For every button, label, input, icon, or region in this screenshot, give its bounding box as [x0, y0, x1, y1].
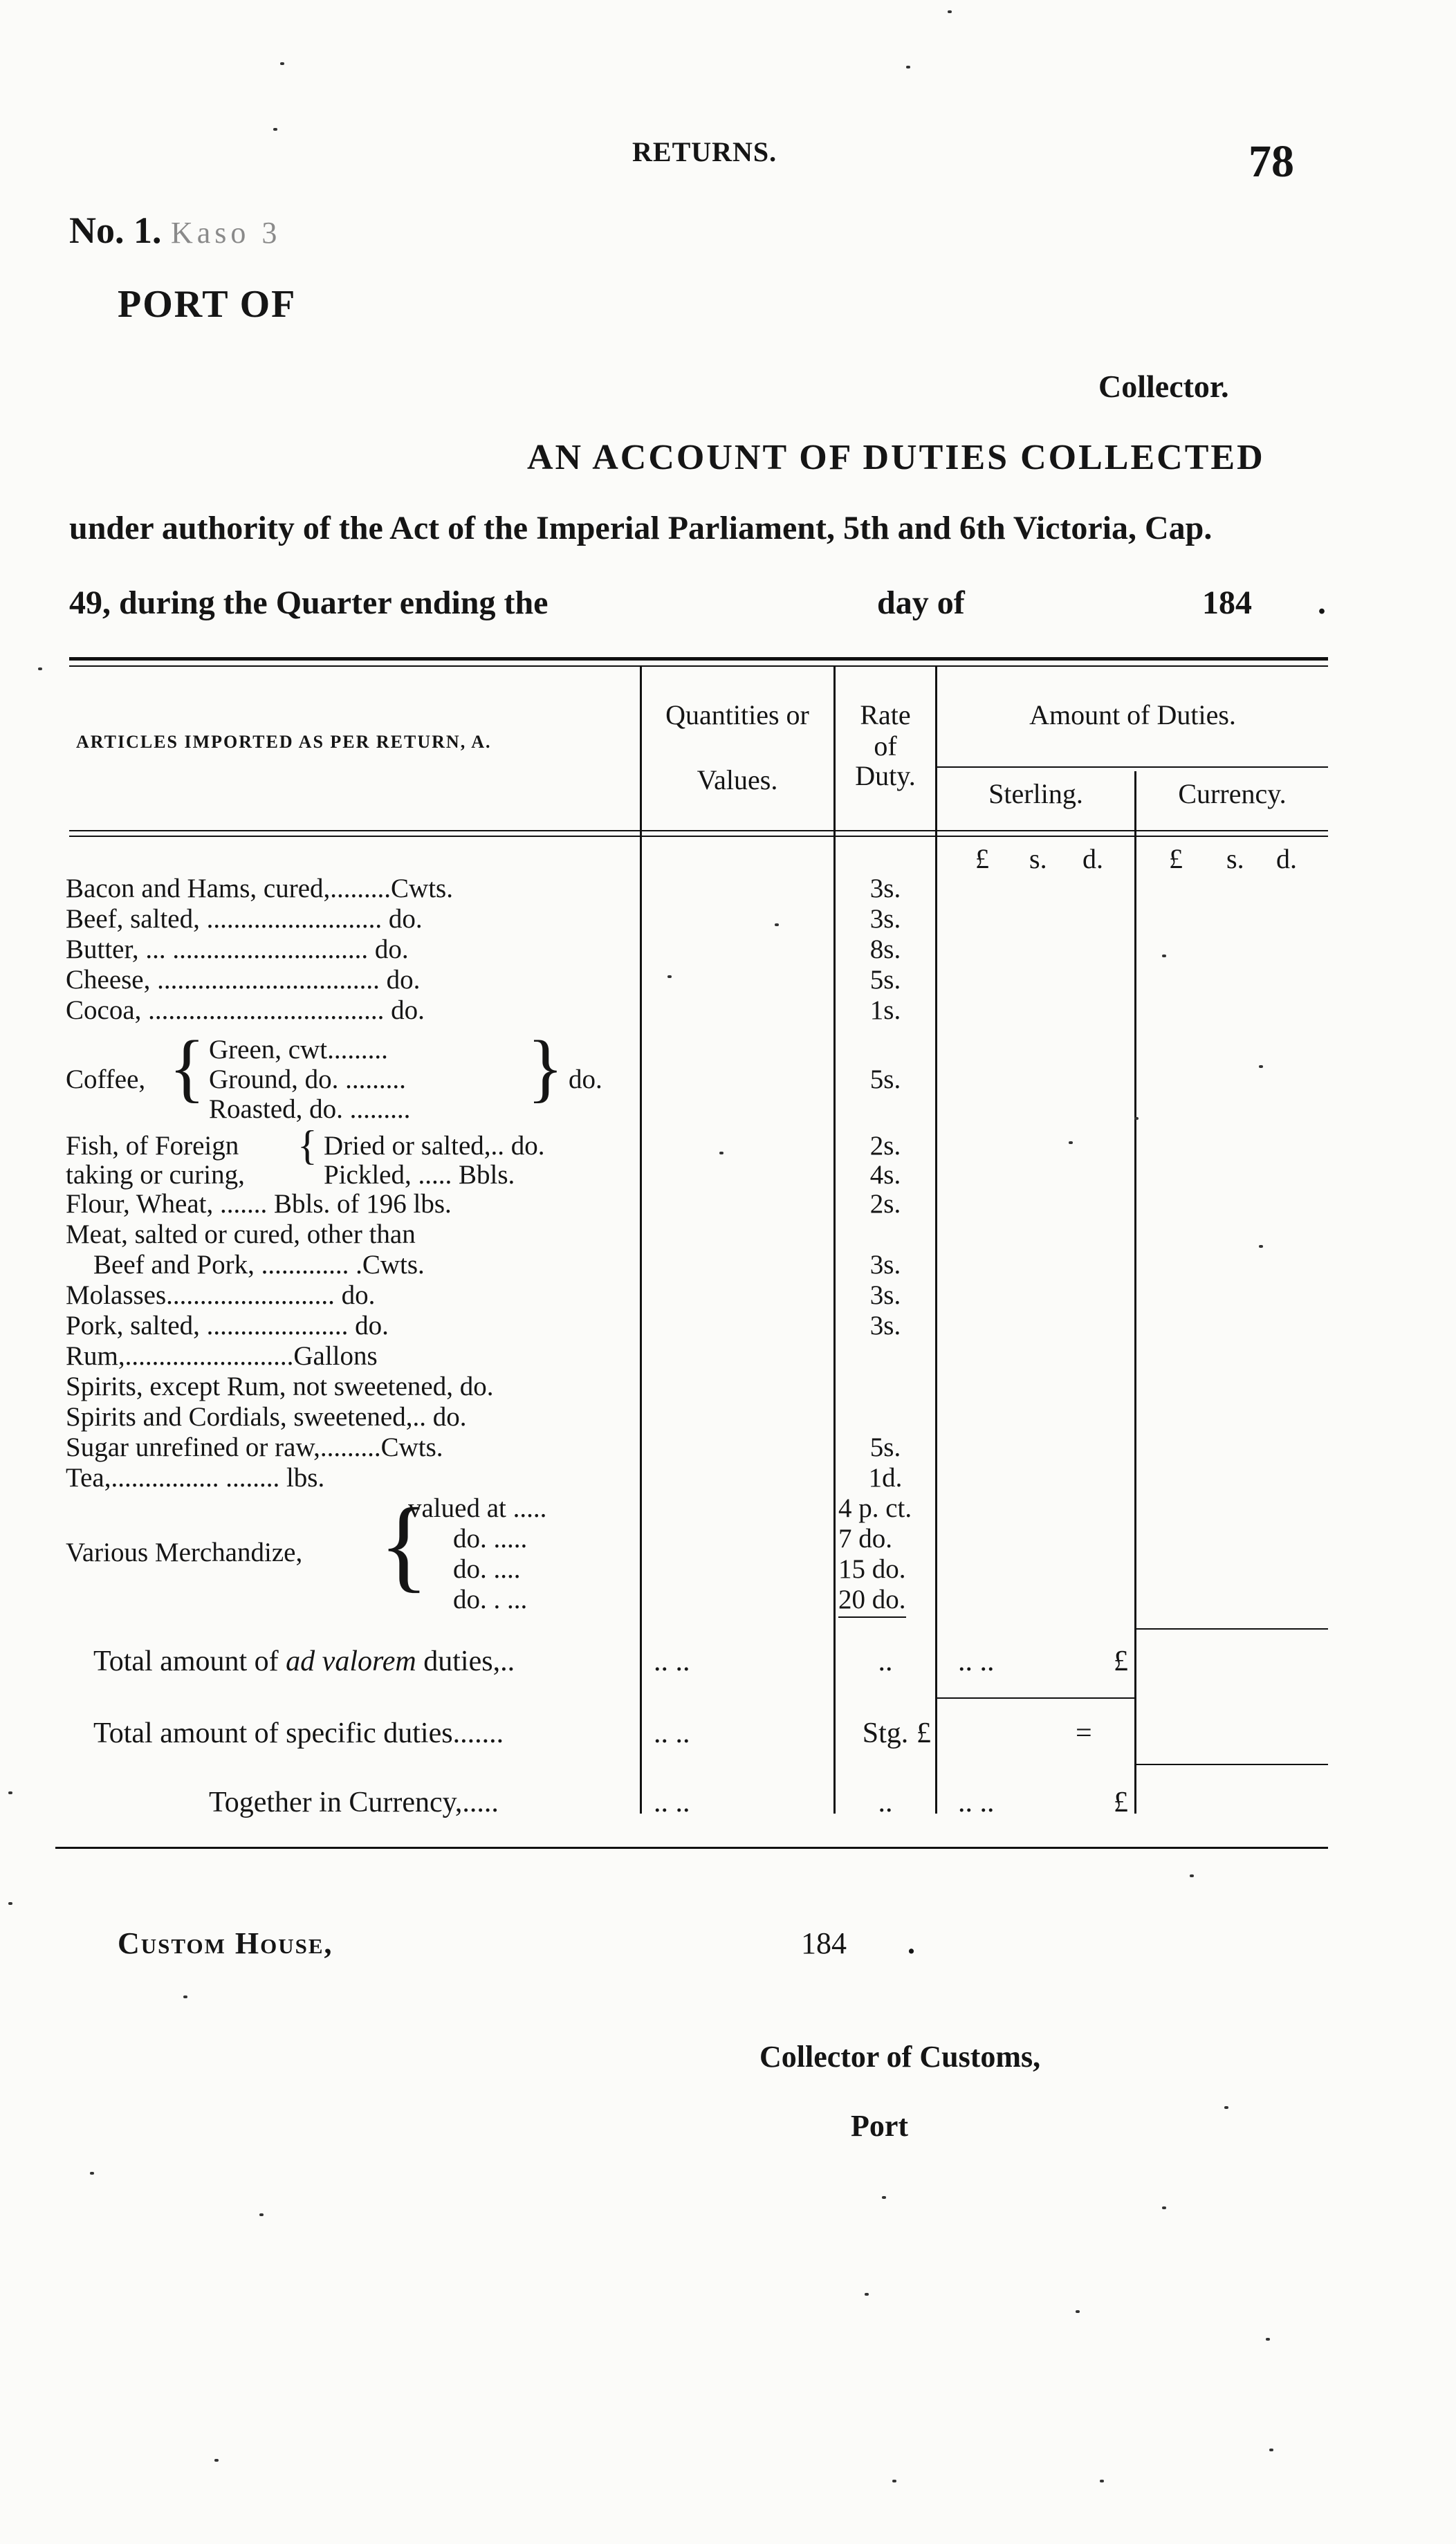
scan-speck — [90, 2172, 94, 2175]
article-spirits-sweetened: Spirits and Cordials, sweetened,.. do. — [66, 1402, 467, 1432]
scan-speck — [865, 2293, 869, 2296]
footer-year-dot: . — [907, 1926, 915, 1960]
various-rate-2: 7 do. — [838, 1524, 892, 1554]
scan-speck — [882, 2196, 886, 2199]
article-meat-beef-pork: Beef and Pork, ............. .Cwts. — [93, 1250, 425, 1280]
header-bottom-rule-2 — [69, 836, 1328, 837]
total-specific-label: Total amount of specific duties....... — [93, 1717, 504, 1749]
coffee-ground: Ground, do. ......... — [209, 1064, 406, 1094]
total-ad-valorem-q: .. .. — [654, 1646, 690, 1677]
footer-year: 184 — [801, 1926, 847, 1960]
custom-house: Custom House, — [118, 1926, 333, 1960]
rate-molasses: 3s. — [869, 1280, 901, 1310]
various-rate-1: 4 p. ct. — [838, 1493, 912, 1523]
total-specific-equals: = — [1076, 1717, 1092, 1749]
amount-subrule — [935, 766, 1328, 768]
rate-sugar: 5s. — [869, 1432, 901, 1462]
coffee-unit: do. — [569, 1064, 602, 1094]
header-quantities-1: Quantities or — [665, 699, 809, 730]
various-item-2: do. ..... — [453, 1524, 528, 1554]
article-pork: Pork, salted, ..................... do. — [66, 1311, 389, 1340]
article-cheese: Cheese, ................................. do. — [66, 965, 421, 995]
header-sterling: Sterling. — [988, 778, 1083, 809]
fish-brace: { — [297, 1123, 317, 1168]
unit-sterling-pence: d. — [1082, 843, 1103, 874]
intro-line-1: under authority of the Act of the Imperial Parliament, 5th and 6th Victoria, Cap. — [69, 510, 1213, 546]
form-number — [69, 209, 281, 252]
scan-speck — [1259, 1065, 1263, 1068]
article-fish-taking: taking or curing, — [66, 1160, 245, 1190]
scan-speck — [8, 1902, 12, 1905]
rate-fish-pickled: 4s. — [869, 1160, 901, 1190]
header-articles: ARTICLES IMPORTED AS PER RETURN, A. — [76, 732, 492, 752]
total-together-label: Together in Currency,..... — [209, 1787, 499, 1818]
scan-speck — [1100, 2480, 1104, 2482]
total-ad-valorem-rate: .. — [878, 1646, 893, 1677]
running-head: RETURNS. — [632, 136, 777, 167]
rate-butter: 8s. — [869, 934, 901, 964]
total-together-currency: £ — [1114, 1787, 1128, 1818]
page-number: 78 — [1248, 136, 1294, 187]
col-divider-rate — [833, 665, 836, 1814]
table-top-rule — [69, 657, 1328, 661]
total-ad-valorem-a: Total amount of — [93, 1646, 286, 1677]
scan-speck — [1190, 1874, 1194, 1877]
rate-bacon: 3s. — [869, 874, 901, 903]
article-rum: Rum,.........................Gallons — [66, 1341, 378, 1371]
total-specific-sterling: £ — [916, 1717, 931, 1749]
rate-tea: 1d. — [868, 1463, 903, 1493]
total-ad-valorem-b: duties,.. — [416, 1646, 515, 1677]
article-butter: Butter, ... ............................. do. — [66, 934, 409, 964]
rate-cocoa: 1s. — [869, 995, 901, 1025]
footer-port: Port — [851, 2109, 909, 2143]
rate-fish-dried: 2s. — [869, 1131, 901, 1161]
article-bacon: Bacon and Hams, cured,.........Cwts. — [66, 874, 453, 903]
intro-line-2c: 184 — [1202, 584, 1252, 621]
scan-speck — [667, 975, 672, 978]
scan-speck — [273, 128, 277, 131]
article-meat: Meat, salted or cured, other than — [66, 1219, 416, 1249]
article-fish: Fish, of Foreign — [66, 1131, 239, 1161]
total-specific-q: .. .. — [654, 1717, 690, 1749]
col-divider-currency — [1134, 771, 1136, 1814]
scan-speck — [1224, 2106, 1228, 2109]
scan-speck — [1269, 2449, 1273, 2451]
total-ad-valorem-label — [93, 1645, 515, 1678]
collector-label: Collector. — [1098, 369, 1229, 404]
rate-cheese: 5s. — [869, 965, 901, 995]
totals-currency-rule-top — [1134, 1628, 1328, 1630]
total-ad-valorem-italic: ad valorem — [286, 1646, 416, 1677]
article-flour: Flour, Wheat, ....... Bbls. of 196 lbs. — [66, 1189, 452, 1219]
article-sugar: Sugar unrefined or raw,.........Cwts. — [66, 1432, 443, 1462]
total-together-sterling: .. .. — [958, 1787, 995, 1818]
header-bottom-rule — [69, 830, 1328, 831]
form-number-label: No. 1. — [69, 210, 162, 251]
table-top-rule-2 — [69, 665, 1328, 667]
total-ad-valorem-sterling: .. .. — [958, 1646, 995, 1677]
article-various: Various Merchandize, — [66, 1538, 303, 1567]
various-rate-3: 15 do. — [838, 1554, 906, 1584]
rate-coffee: 5s. — [869, 1064, 901, 1094]
form-number-faint: Kaso 3 — [171, 216, 282, 250]
scan-speck — [259, 2213, 264, 2216]
header-rate-3: Duty. — [855, 760, 916, 791]
port-of: PORT OF — [118, 283, 297, 326]
table-bottom-rule — [55, 1847, 1328, 1849]
totals-currency-rule-bottom — [1134, 1764, 1328, 1765]
header-rate-1: Rate — [860, 699, 911, 730]
article-beef: Beef, salted, .......................... do. — [66, 904, 423, 934]
coffee-brace-left: { — [169, 1025, 205, 1109]
article-coffee: Coffee, — [66, 1064, 146, 1094]
intro-line-2d: . — [1318, 584, 1326, 621]
account-heading: AN ACCOUNT OF DUTIES COLLECTED — [527, 438, 1265, 477]
scan-speck — [38, 667, 42, 670]
scan-speck — [1266, 2338, 1270, 2341]
unit-sterling-shilling: s. — [1029, 843, 1047, 874]
scan-speck — [1259, 1245, 1263, 1248]
scan-speck — [183, 1995, 187, 1998]
scan-speck — [1069, 1141, 1073, 1144]
header-quantities-2: Values. — [697, 764, 778, 795]
col-divider-quantities — [640, 665, 642, 1814]
scan-speck — [1162, 2206, 1166, 2209]
totals-sterling-rule — [935, 1697, 1134, 1699]
article-cocoa: Cocoa, ................................... do. — [66, 995, 425, 1025]
collector-of-customs: Collector of Customs, — [759, 2040, 1041, 2074]
rate-flour: 2s. — [869, 1189, 901, 1219]
total-together-q: .. .. — [654, 1787, 690, 1818]
rate-beef: 3s. — [869, 904, 901, 934]
article-fish-pickled: Pickled, ..... Bbls. — [324, 1160, 515, 1190]
various-item-4: do. . ... — [453, 1585, 528, 1614]
scan-speck — [1162, 955, 1166, 957]
various-brace: { — [379, 1487, 429, 1602]
unit-currency-shilling: s. — [1226, 843, 1244, 874]
scan-speck — [906, 66, 910, 68]
article-spirits-unsweetened: Spirits, except Rum, not sweetened, do. — [66, 1372, 494, 1401]
scan-speck — [892, 2480, 896, 2482]
scan-speck — [280, 62, 284, 65]
scan-speck — [775, 923, 779, 926]
various-item-3: do. .... — [453, 1554, 521, 1584]
header-currency: Currency. — [1178, 778, 1287, 809]
coffee-green: Green, cwt......... — [209, 1035, 388, 1064]
scan-speck — [214, 2459, 219, 2462]
rate-meat: 3s. — [869, 1250, 901, 1280]
scan-speck — [1076, 2310, 1080, 2313]
total-together-rate: .. — [878, 1787, 893, 1818]
rate-pork: 3s. — [869, 1311, 901, 1340]
header-rate-2: of — [874, 730, 897, 762]
various-item-1: valued at ..... — [408, 1493, 547, 1523]
scan-speck — [8, 1791, 12, 1794]
total-ad-valorem-currency: £ — [1114, 1646, 1128, 1677]
intro-line-2a: 49, during the Quarter ending the — [69, 584, 549, 621]
unit-sterling-pound: £ — [975, 843, 989, 874]
scan-speck — [948, 10, 952, 13]
intro-line-2b: day of — [877, 584, 965, 621]
article-fish-dried: Dried or salted,.. do. — [324, 1131, 545, 1161]
coffee-roasted: Roasted, do. ......... — [209, 1094, 411, 1124]
total-specific-rate: Stg. — [862, 1717, 909, 1749]
scan-speck — [719, 1152, 724, 1154]
various-rate-4: 20 do. — [838, 1584, 906, 1618]
col-divider-amount — [935, 665, 937, 1814]
unit-currency-pence: d. — [1276, 843, 1297, 874]
coffee-brace-right: } — [527, 1025, 564, 1109]
header-amount: Amount of Duties. — [1029, 699, 1236, 730]
article-tea: Tea,................ ........ lbs. — [66, 1463, 325, 1493]
article-molasses: Molasses......................... do. — [66, 1280, 376, 1310]
scan-speck — [1134, 1117, 1139, 1120]
unit-currency-pound: £ — [1169, 843, 1183, 874]
